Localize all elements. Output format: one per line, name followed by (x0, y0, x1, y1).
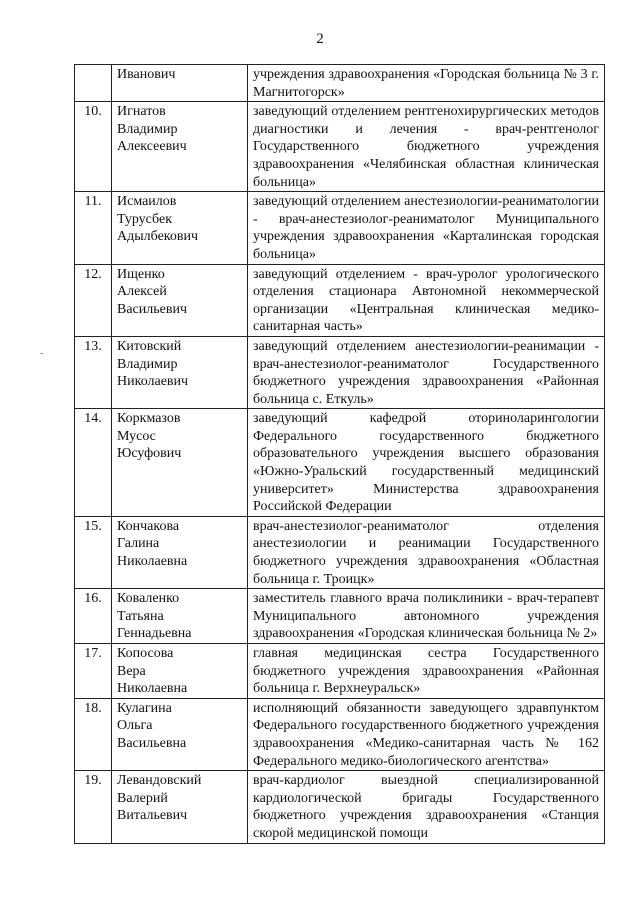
row-number: 12. (75, 264, 112, 336)
name-line: Васильевич (117, 301, 187, 317)
name-line: Ищенко (117, 266, 165, 282)
name-line: Копосова (117, 646, 174, 661)
row-number: 18. (75, 698, 112, 770)
table-row (75, 192, 605, 264)
person-name (112, 336, 248, 408)
row-number: 10. (75, 102, 112, 192)
person-name (112, 644, 248, 699)
name-line: Китовский (117, 338, 182, 354)
name-line: Кончакова (117, 518, 180, 534)
roster-table (74, 64, 605, 844)
person-name (112, 698, 248, 770)
page-number: 2 (316, 31, 324, 47)
name-line: Татьяна (117, 608, 164, 624)
name-line: Юсуфович (117, 446, 182, 462)
name-line: Николаевна (117, 554, 188, 570)
name-line: Васильевна (117, 735, 187, 751)
row-number: 11. (75, 192, 112, 264)
name-line: Вера (117, 663, 146, 679)
table-row (75, 264, 605, 336)
name-line: Алексеевич (117, 139, 187, 155)
name-line: Владимир (117, 121, 178, 137)
table-row (75, 102, 605, 192)
name-line: Кулагина (117, 700, 172, 716)
name-line: Алексей (117, 284, 167, 300)
person-name (112, 516, 248, 588)
position-description: заместитель главного врача поликлиники - врач-терапевт Муниципального автономного учреждения здравоохранения «Городская клиническая больница № 2» (248, 589, 605, 644)
row-number: 13. (75, 336, 112, 408)
position-description: заведующий отделением анестезиологии-реанимации - врач-анестезиолог-реаниматолог Государственного бюджетного учреждения здравоохранения «Районная больница с. Еткуль» (248, 336, 605, 408)
name-line: Адылбекович (117, 229, 199, 245)
name-line: Ольга (117, 718, 153, 734)
table-row (75, 65, 605, 102)
name-line: Владимир (117, 356, 178, 372)
name-line: Левандовский (117, 773, 202, 789)
row-number (75, 65, 112, 102)
name-line: Валерий (117, 790, 168, 806)
position-description: главная медицинская сестра Государственного бюджетного учреждения здравоохранения «Районная больница г. Верхнеуральск» (248, 644, 605, 699)
position-description: учреждения здравоохранения «Городская больница № 3 г. Магнитогорск» (248, 65, 605, 102)
name-line: Николаевна (117, 681, 188, 697)
name-line: Коркмазов (117, 411, 181, 427)
position-description: заведующий отделением - врач-уролог урологического отделения стационара Автономной некоммерческой организации «Центральная клиническая медико-санитарная часть» (248, 264, 605, 336)
row-number: 14. (75, 409, 112, 517)
roster-body (75, 65, 605, 844)
name-line: Исмаилов (117, 194, 177, 210)
person-name (112, 65, 248, 102)
table-row (75, 698, 605, 770)
position-description: врач-анестезиолог-реаниматолог отделения анестезиологии и реанимации Государственного бюджетного учреждения здравоохранения «Областная больница г. Троицк» (248, 516, 605, 588)
position-description: врач-кардиолог выездной специализированной кардиологической бригады Государственного бюджетного учреждения здравоохранения «Станция скорой медицинской помощи (248, 771, 605, 843)
name-line: Иванович (117, 67, 176, 82)
name-line: Игнатов (117, 104, 166, 120)
row-number: 19. (75, 771, 112, 843)
table-row (75, 516, 605, 588)
person-name (112, 589, 248, 644)
person-name (112, 264, 248, 336)
name-line: Мусос (117, 428, 156, 444)
position-description: заведующий кафедрой оториноларингологии Федерального государственного бюджетного образовательного учреждения высшего образования «Южно-Уральский государственный медицинский университет» Министерства здравоохранения Российской Федерации (248, 409, 605, 517)
position-description: заведующий отделением анестезиологии-реаниматологии - врач-анестезиолог-реаниматолог Муниципального учреждения здравоохранения «Карталинская городская больница» (248, 192, 605, 264)
table-row (75, 336, 605, 408)
position-description: исполняющий обязанности заведующего здравпунктом Федерального государственного бюджетного учреждения здравоохранения «Медико-санитарная часть № 162 Федерального медико-биологического агентства» (248, 698, 605, 770)
row-number: 17. (75, 644, 112, 699)
row-number: 15. (75, 516, 112, 588)
person-name (112, 102, 248, 192)
row-number: 16. (75, 589, 112, 644)
name-line: Геннадьевна (117, 626, 192, 642)
position-description: заведующий отделением рентгенохирургических методов диагностики и лечения - врач-рентгенолог Государственного бюджетного учреждения здравоохранения «Челябинская областная клиническая больница» (248, 102, 605, 192)
margin-mark: - (40, 348, 44, 359)
table-row (75, 644, 605, 699)
person-name (112, 192, 248, 264)
name-line: Николаевич (117, 374, 189, 390)
table-row (75, 771, 605, 843)
name-line: Галина (117, 536, 160, 552)
name-line: Витальевич (117, 808, 188, 824)
person-name (112, 409, 248, 517)
table-row (75, 589, 605, 644)
name-line: Коваленко (117, 591, 180, 607)
table-row (75, 409, 605, 517)
person-name (112, 771, 248, 843)
name-line: Турусбек (117, 211, 173, 227)
